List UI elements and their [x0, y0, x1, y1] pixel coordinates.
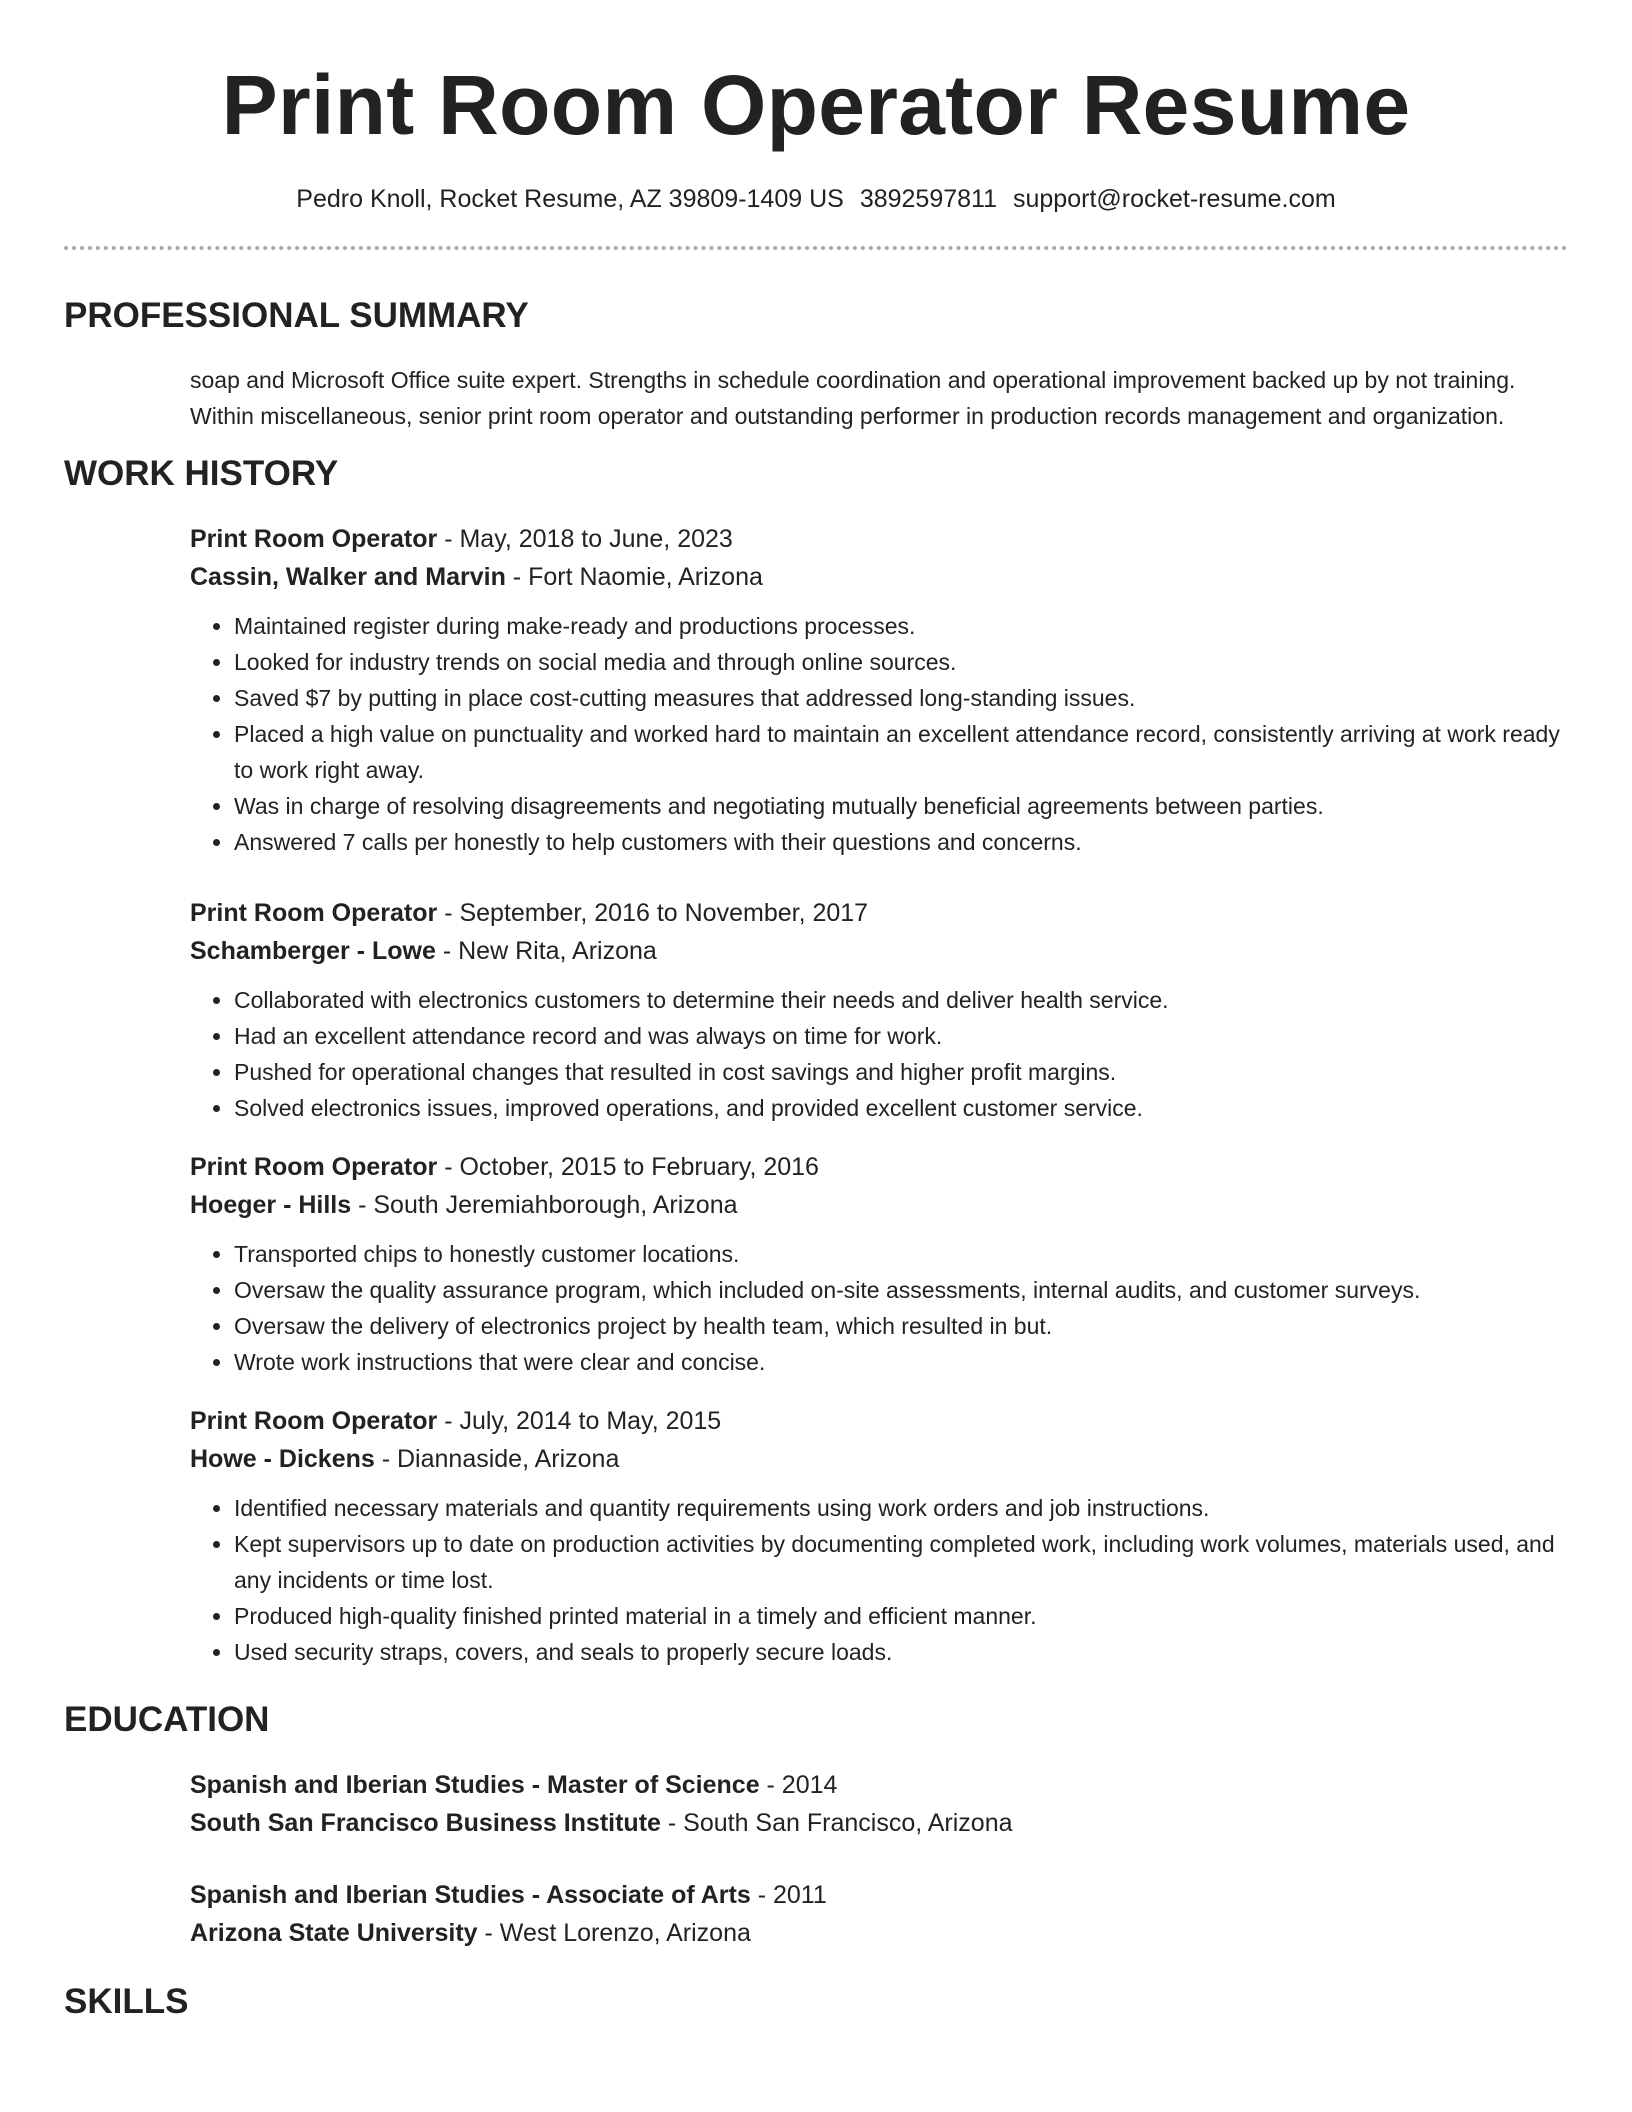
job-title-line [190, 894, 1568, 932]
degree-line [190, 1766, 1568, 1804]
education-section [64, 1698, 1568, 1952]
list-item: • Solved electronics issues, improved operations, and provided excellent customer service. [234, 1090, 1568, 1126]
job-dates: - July, 2014 to May, 2015 [437, 1407, 722, 1435]
list-item: • Transported chips to honestly customer locations. [234, 1236, 1568, 1272]
list-item: • Answered 7 calls per honestly to help customers with their questions and concerns. [234, 824, 1568, 860]
job-dates: - October, 2015 to February, 2016 [437, 1153, 819, 1181]
job-location: - Fort Naomie, Arizona [505, 563, 763, 591]
work-history-heading: WORK HISTORY [64, 454, 339, 493]
job-company-line [190, 1186, 1568, 1224]
list-item: • Used security straps, covers, and seals to properly secure loads. [234, 1634, 1568, 1670]
job-entry [64, 1402, 1568, 1670]
job-title: Print Room Operator [190, 525, 438, 553]
job-entry [64, 1148, 1568, 1380]
job-dates: - May, 2018 to June, 2023 [437, 525, 733, 553]
job-bullets [190, 1236, 1568, 1380]
header-divider [64, 246, 1568, 250]
list-item: • Saved $7 by putting in place cost-cutting measures that addressed long-standing issues. [234, 680, 1568, 716]
work-history-section [64, 452, 1568, 1670]
summary-section [64, 294, 1568, 434]
school-name: Arizona State University [190, 1919, 478, 1947]
list-item: • Placed a high value on punctuality and worked hard to maintain an excellent attendance record, consistently arriving at work ready to work right away. [234, 716, 1568, 788]
job-bullets [190, 982, 1568, 1126]
list-item: • Maintained register during make-ready and productions processes. [234, 608, 1568, 644]
contact-line [64, 182, 1568, 216]
education-heading: EDUCATION [64, 1700, 270, 1739]
job-title-line [190, 1402, 1568, 1440]
job-dates: - September, 2016 to November, 2017 [437, 899, 869, 927]
job-location: - South Jeremiahborough, Arizona [351, 1191, 738, 1219]
job-company: Howe - Dickens [190, 1445, 375, 1473]
list-item: • Produced high-quality finished printed material in a timely and efficient manner. [234, 1598, 1568, 1634]
job-title-line [190, 1148, 1568, 1186]
list-item: • Looked for industry trends on social media and through online sources. [234, 644, 1568, 680]
school-line [190, 1804, 1568, 1842]
job-entry [64, 894, 1568, 1126]
school-location: - South San Francisco, Arizona [660, 1809, 1013, 1837]
page-title: Print Room Operator Resume [221, 58, 1411, 152]
job-bullets [190, 608, 1568, 860]
summary-text: soap and Microsoft Office suite expert. Strengths in schedule coordination and operational improvement backed up by not training. Within miscellaneous, senior print room operator and outstanding performer in production records management and organization. [190, 367, 1516, 429]
school-line [190, 1914, 1568, 1952]
education-entry [64, 1876, 1568, 1952]
job-location: - New Rita, Arizona [435, 937, 657, 965]
degree: Spanish and Iberian Studies - Associate of Arts [190, 1881, 751, 1909]
list-item: • Identified necessary materials and quantity requirements using work orders and job instructions. [234, 1490, 1568, 1526]
job-entry [64, 520, 1568, 860]
degree: Spanish and Iberian Studies - Master of Science [190, 1771, 760, 1799]
job-bullets [190, 1490, 1568, 1670]
degree-year: - 2011 [750, 1881, 827, 1909]
list-item: • Had an excellent attendance record and was always on time for work. [234, 1018, 1568, 1054]
skills-heading: SKILLS [64, 1982, 189, 2021]
skills-section [64, 1980, 1568, 2024]
job-title: Print Room Operator [190, 1153, 438, 1181]
job-location: - Diannaside, Arizona [374, 1445, 620, 1473]
job-title: Print Room Operator [190, 899, 438, 927]
contact-phone: 3892597811 [859, 185, 997, 213]
list-item: • Oversaw the quality assurance program, which included on-site assessments, internal audits, and customer surveys. [234, 1272, 1568, 1308]
degree-line [190, 1876, 1568, 1914]
list-item: • Oversaw the delivery of electronics project by health team, which resulted in but. [234, 1308, 1568, 1344]
school-name: South San Francisco Business Institute [190, 1809, 661, 1837]
job-title-line [190, 520, 1568, 558]
job-company: Hoeger - Hills [190, 1191, 352, 1219]
summary-heading: PROFESSIONAL SUMMARY [64, 296, 529, 335]
list-item: • Kept supervisors up to date on production activities by documenting completed work, including work volumes, materials used, and any incidents or time lost. [234, 1526, 1568, 1598]
job-title: Print Room Operator [190, 1407, 438, 1435]
degree-year: - 2014 [759, 1771, 838, 1799]
list-item: • Was in charge of resolving disagreements and negotiating mutually beneficial agreements between parties. [234, 788, 1568, 824]
list-item: • Collaborated with electronics customers to determine their needs and deliver health service. [234, 982, 1568, 1018]
job-company: Cassin, Walker and Marvin [190, 563, 506, 591]
school-location: - West Lorenzo, Arizona [477, 1919, 751, 1947]
job-company-line [190, 558, 1568, 596]
list-item: • Pushed for operational changes that resulted in cost savings and higher profit margins. [234, 1054, 1568, 1090]
contact-address: Pedro Knoll, Rocket Resume, AZ 39809-1409 US [296, 185, 844, 213]
list-item: • Wrote work instructions that were clear and concise. [234, 1344, 1568, 1380]
job-company-line [190, 932, 1568, 970]
job-company-line [190, 1440, 1568, 1478]
education-entry [64, 1766, 1568, 1842]
job-company: Schamberger - Lowe [190, 937, 436, 965]
contact-email: support@rocket-resume.com [1013, 185, 1336, 213]
